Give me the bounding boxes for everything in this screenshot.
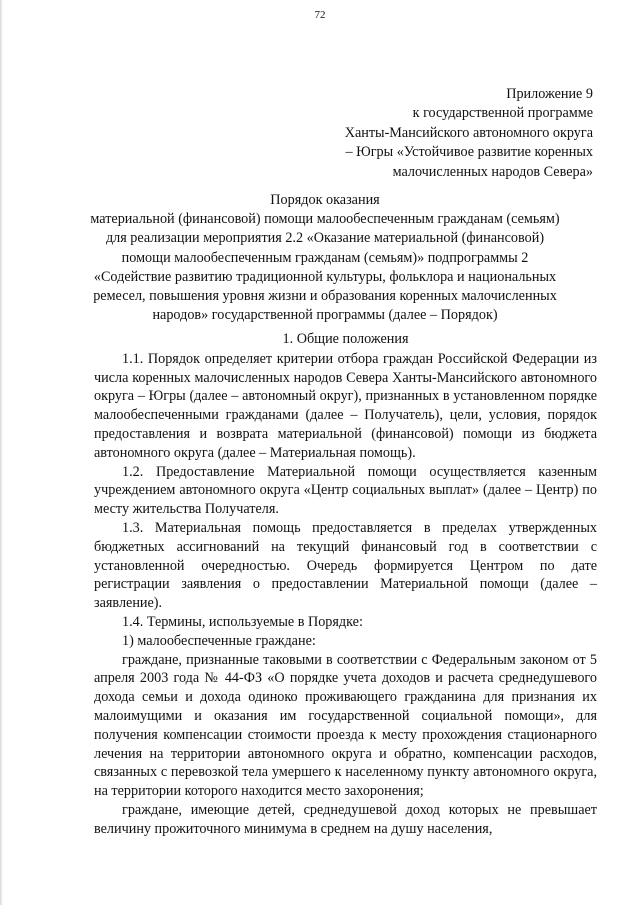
appendix-line: Ханты-Мансийского автономного округа — [344, 124, 593, 141]
section-heading: 1. Общие положения — [282, 331, 409, 347]
title-line: ремесел, повышения уровня жизни и образования коренных малочисленных — [93, 288, 557, 305]
title-line: «Содействие развитию традиционной культуры, фольклора и национальных — [93, 268, 557, 285]
document-title — [80, 191, 570, 325]
title-line: помощи малообеспеченным гражданам (семьям)» подпрограммы 2 — [121, 249, 529, 266]
title-line: для реализации мероприятия 2.2 «Оказание материальной (финансовой) — [105, 230, 545, 247]
page-number: 72 — [314, 9, 326, 21]
paragraph-term-1-b: граждане, имеющие детей, среднедушевой доход которых не превышает величину прожиточного минимума в среднем на душу населения, — [94, 801, 597, 837]
appendix-line: к государственной программе — [412, 105, 593, 122]
appendix-line: – Югры «Устойчивое развитие коренных — [345, 144, 593, 161]
appendix-line: Приложение 9 — [506, 86, 593, 102]
paragraph-term-1-a: граждане, признанные таковыми в соответствии с Федеральным законом от 5 апреля 2003 года № 44-ФЗ «О порядке учета доходов и расчета среднедушевого дохода семьи и дохода одиноко проживающего гражданина для признания их малоимущими и оказания им государственной социальной помощи», для получения компенсации стоимости проезда к месту прохождения стационарного лечения на территории автономного округа и обратно, компенсации расходов, связанных с перевозкой тела умершего к населенному пункту автономного округа, на территории которого находится место захоронения; — [94, 651, 597, 800]
paragraph-term-1: 1) малообеспеченные граждане: — [122, 632, 316, 649]
paragraph-1-4: 1.4. Термины, используемые в Порядке: — [122, 613, 363, 630]
title-line: Порядок оказания — [270, 192, 380, 208]
paragraph-1-1: 1.1. Порядок определяет критерии отбора граждан Российской Федерации из числа коренных малочисленных народов Севера Ханты-Мансийского автономного округа – Югры (далее – автономный округ), признанных в установленном порядке малообеспеченными гражданами (далее – Получатель), цели, условия, порядок предоставления и возврата материальной (финансовой) помощи из бюджета автономного округа (далее – Материальная помощь). — [94, 350, 597, 461]
appendix-line: малочисленных народов Севера» — [392, 163, 593, 180]
title-line: народов» государственной программы (далее – Порядок) — [152, 307, 498, 324]
paragraph-1-3: 1.3. Материальная помощь предоставляется в пределах утвержденных бюджетных ассигнований на текущий финансовый год в соответствии с установленной очередностью. Очередь формируется Центром по дате регистрации заявления о предоставлении Материальной помощи (далее – заявление). — [94, 519, 597, 612]
title-line: материальной (финансовой) помощи малообеспеченным гражданам (семьям) — [90, 211, 560, 228]
paragraph-1-2: 1.2. Предоставление Материальной помощи осуществляется казенным учреждением автономного округа «Центр социальных выплат» (далее – Центр) по месту жительства Получателя. — [94, 463, 597, 518]
appendix-block — [293, 85, 593, 182]
document-body — [94, 330, 597, 839]
scan-edge — [0, 0, 3, 905]
